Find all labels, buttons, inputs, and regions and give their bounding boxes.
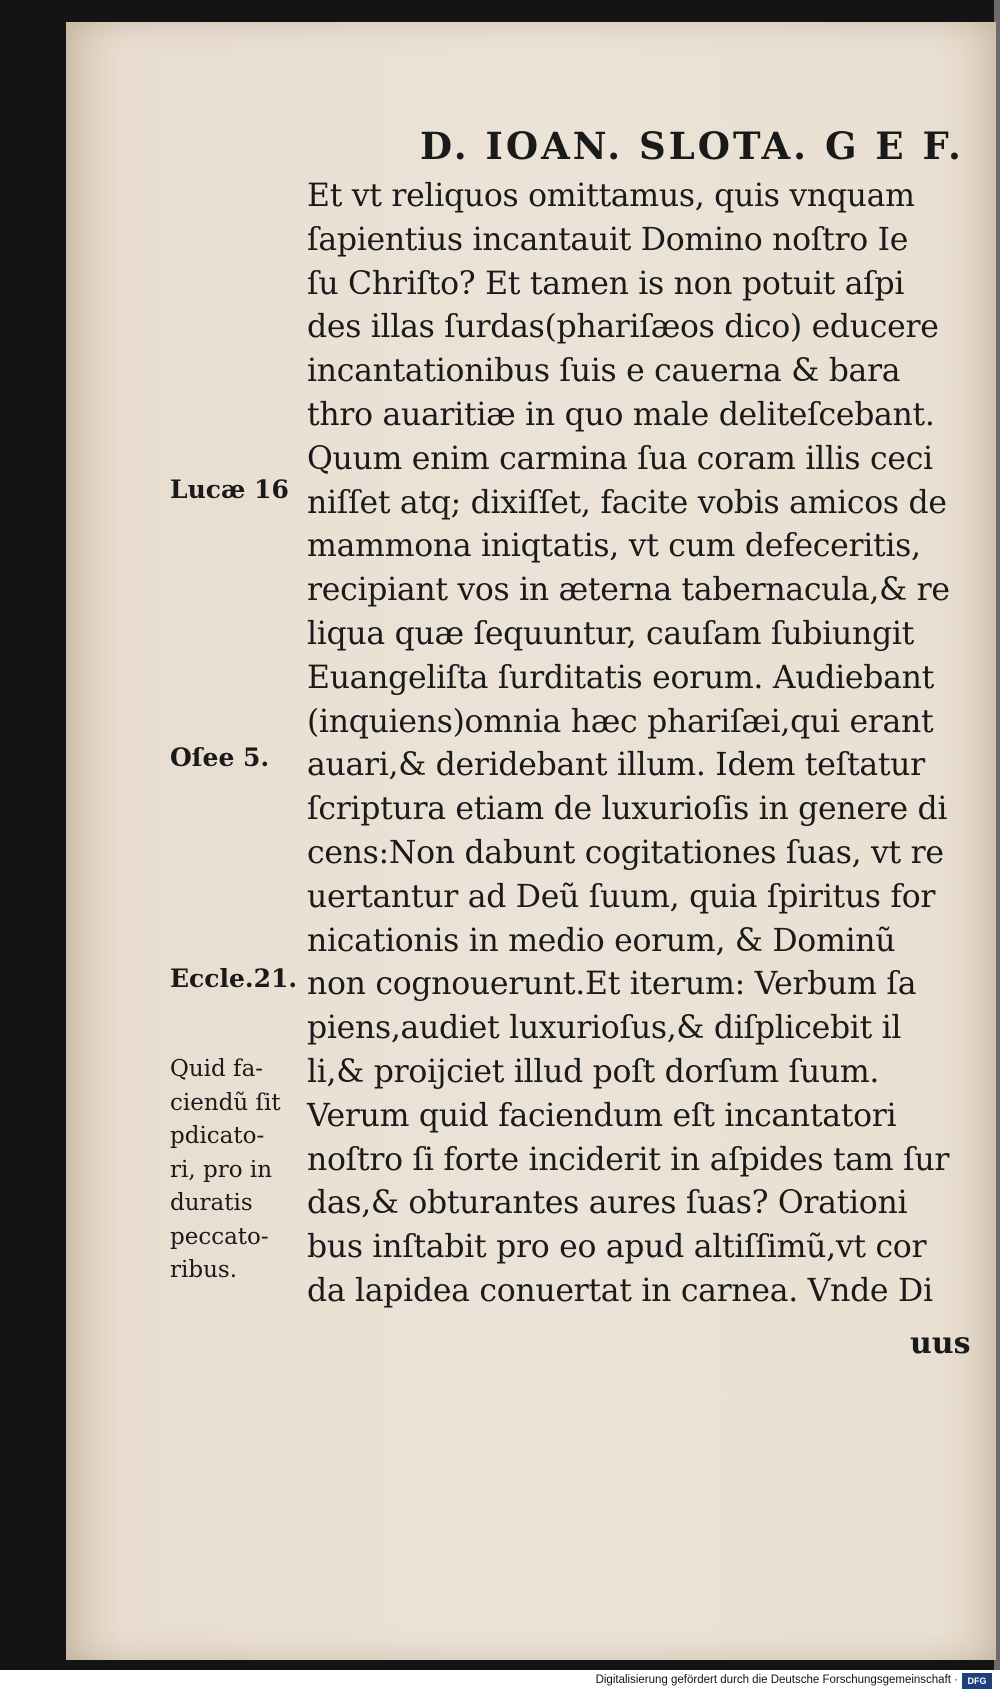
side-note	[170, 1053, 310, 1288]
text-line: Et vt reliquos omittamus, quis vnquam	[307, 178, 915, 214]
text-line: ſapientius incantauit Domino noſtro Ie	[307, 221, 909, 258]
side-note-line: ribus.	[170, 1257, 238, 1283]
catchword: uus	[910, 1326, 971, 1361]
text-line: cens:Non dabunt cogitationes ſuas, vt re	[307, 834, 944, 871]
text-line: ſu Chriſto? Et tamen is non potuit aſpi	[307, 265, 905, 302]
margin-note-lucae: Lucæ 16	[170, 475, 289, 504]
text-line: piens,audiet luxurioſus,& diſplicebit il	[307, 1010, 902, 1047]
side-note-line: peccato-	[170, 1223, 269, 1250]
text-line: Euangeliſta ſurditatis eorum. Audiebant	[307, 659, 934, 696]
margin-note-eccle: Eccle.21.	[170, 964, 298, 993]
text-line: thro auaritiæ in quo male deliteſcebant.	[307, 396, 935, 433]
footer-credit: Digitalisierung gefördert durch die Deutsche Forschungsgemeinschaft ·	[595, 1674, 958, 1686]
footer-bar	[0, 1670, 1000, 1694]
text-line: auari,& deridebant illum. Idem teſtatur	[307, 747, 925, 784]
text-line: liqua quæ ſequuntur, cauſam ſubiungit	[307, 615, 914, 652]
text-line: incantationibus ſuis e cauerna & bara	[307, 353, 901, 390]
text-line: niſſet atq; dixiſſet, facite vobis amicos de	[307, 484, 947, 521]
body-text	[307, 175, 967, 1314]
text-line: des illas ſurdas(phariſæos dico) educere	[307, 309, 939, 346]
text-line: Verum quid faciendum eſt incantatori	[307, 1097, 897, 1134]
text-line: mammona iniqtatis, vt cum defeceritis,	[307, 528, 921, 565]
text-line: li,& proijciet illud poſt dorſum ſuum.	[307, 1053, 880, 1090]
text-line: bus inſtabit pro eo apud altiſſimũ,vt cor	[307, 1229, 927, 1266]
text-line: Quum enim carmina ſua coram illis ceci	[307, 440, 933, 477]
margin-note-osee: Oſee 5.	[170, 743, 270, 772]
side-note-line: duratis	[170, 1190, 253, 1216]
text-line: (inquiens)omnia hæc phariſæi,qui erant	[307, 703, 934, 740]
text-line: ſcriptura etiam de luxurioſis in genere di	[307, 791, 948, 828]
side-note-line: Quid fa-	[170, 1056, 264, 1082]
running-header: D. IOAN. SLOTA. G E F.	[420, 124, 964, 168]
text-line: das,& obturantes aures ſuas? Orationi	[307, 1185, 908, 1222]
text-line: nicationis in medio eorum, & Dominũ	[307, 922, 896, 959]
text-line: non cognouerunt.Et iterum: Verbum ſa	[307, 966, 917, 1003]
side-note-line: ciendũ ſit	[170, 1089, 281, 1116]
text-line: da lapidea conuertat in carnea. Vnde Di	[307, 1272, 933, 1309]
dfg-logo: DFG	[962, 1673, 992, 1689]
side-note-line: pdicato-	[170, 1123, 265, 1149]
side-note-line: ri, pro in	[170, 1156, 273, 1183]
text-line: noſtro ſi forte inciderit in aſpides tam ſur	[307, 1141, 950, 1178]
text-line: recipiant vos in æterna tabernacula,& re	[307, 572, 950, 609]
text-line: uertantur ad Deũ ſuum, quia ſpiritus for	[307, 878, 936, 915]
